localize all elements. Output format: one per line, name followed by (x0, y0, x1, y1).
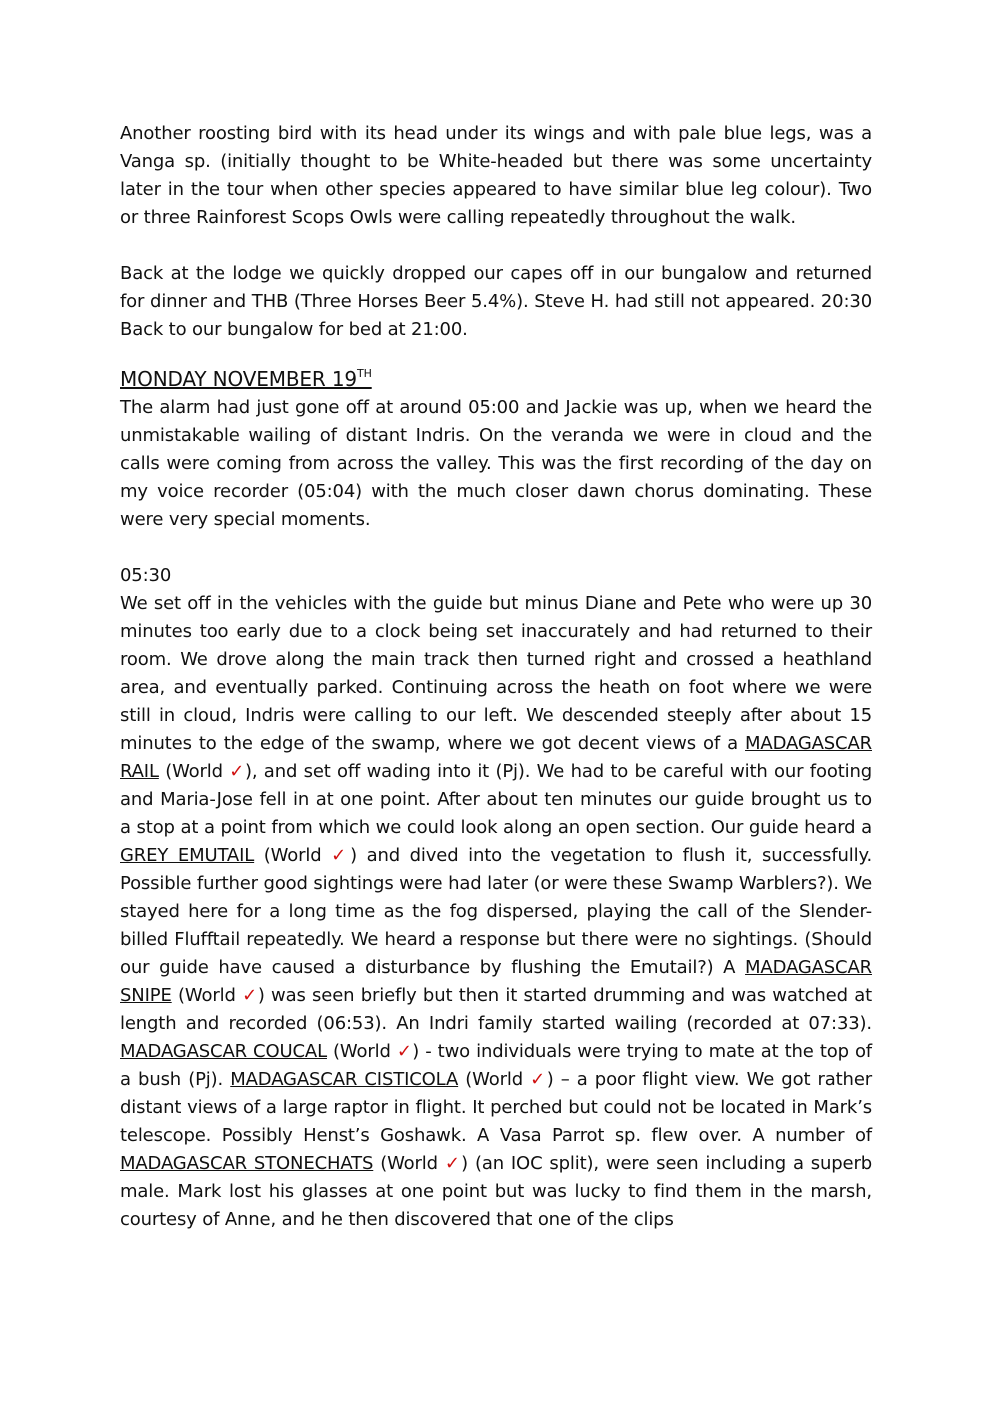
document-page (120, 120, 872, 1234)
paragraph-swamp (120, 590, 872, 1234)
text-run: ) and dived into the vegetation to flush it, successfully. Possible further good sightings were had later (or were these Swamp Warblers?). We stayed here for a long time as the fog dispersed, playing the call of the Slender-billed Flufftail repeatedly. We heard a response but there were no sightings. (Should our guide have caused a disturbance by flushing the Emutail?) A (120, 845, 873, 978)
day-heading-text: MONDAY NOVEMBER 19 (120, 367, 357, 391)
tick-icon: ✓ (331, 845, 351, 866)
day-heading-suffix: TH (357, 367, 372, 380)
paragraph-indris: The alarm had just gone off at around 05:00 and Jackie was up, when we heard the unmistakable wailing of distant Indris. On the veranda we were in cloud and the calls were coming from across the valley. This was the first recording of the day on my voice recorder (05:04) with the much closer dawn chorus dominating. These were very special moments. (120, 397, 872, 530)
paragraph-vanga: Another roosting bird with its head under its wings and with pale blue legs, was a Vanga sp. (initially thought to be White-headed but there was some uncertainty later in the tour when other species appeared to have similar blue leg colour). Two or three Rainforest Scops Owls were calling repeatedly throughout the walk. (120, 123, 872, 228)
tick-icon: ✓ (530, 1069, 547, 1090)
text-run: ) - two individuals were trying to mate at the top of a bush (Pj). (120, 1041, 872, 1090)
tick-icon: ✓ (242, 985, 258, 1006)
text-run: We set off in the vehicles with the guide but minus Diane and Pete who were up 30 minutes too early due to a clock being set inaccurately and had returned to their room. We drove along the main track then turned right and crossed a heathland area, and eventually parked. Continuing across the heath on foot where we were still in cloud, Indris were calling to our left. We descended steeply after about 15 minutes to the edge of the swamp, where we got decent views of a (120, 593, 872, 754)
tick-icon: ✓ (229, 761, 245, 782)
text-run: ) was seen briefly but then it started drumming and was watched at length and recorded (06:53). An Indri family started wailing (recorded at 07:33). (120, 985, 872, 1034)
paragraph-gap (120, 534, 872, 562)
text-run: (World (458, 1069, 531, 1090)
text-run: (World (171, 985, 243, 1006)
time-stamp: 05:30 (120, 565, 172, 586)
text-run: (World (158, 761, 230, 782)
text-run: ), and set off wading into it (Pj). We had to be careful with our footing and Maria-Jose fell in at one point. After about ten minutes our guide brought us to a stop at a point from which we could look along an open section. Our guide heard a (120, 761, 872, 838)
species-madagascar-stonechats: MADAGASCAR STONECHATS (120, 1153, 374, 1174)
species-madagascar-rail: MADAGASCAR RAIL (120, 733, 872, 782)
text-run: (World (254, 845, 332, 866)
text-run: ) (an IOC split), were seen including a superb male. Mark lost his glasses at one point but was lucky to find them in the marsh, courtesy of Anne, and he then discovered that one of the clips (120, 1153, 872, 1230)
tick-icon: ✓ (396, 1041, 413, 1062)
tick-icon: ✓ (444, 1153, 462, 1174)
paragraph-lodge: Back at the lodge we quickly dropped our capes off in our bungalow and returned for dinner and THB (Three Horses Beer 5.4%). Steve H. had still not appeared. 20:30 Back to our bungalow for bed at 21:00. (120, 263, 872, 340)
text-run: ) – a poor flight view. We got rather distant views of a large raptor in flight. It perched but could not be located in Mark’s telescope. Possibly Henst’s Goshawk. A Vasa Parrot sp. flew over. A number of (120, 1069, 872, 1146)
text-run: (World (373, 1153, 445, 1174)
species-madagascar-snipe: MADAGASCAR SNIPE (120, 957, 872, 1006)
text-run: (World (326, 1041, 397, 1062)
species-madagascar-coucal: MADAGASCAR COUCAL (120, 1041, 327, 1062)
species-madagascar-cisticola: MADAGASCAR CISTICOLA (230, 1069, 459, 1090)
paragraph-gap (120, 232, 872, 260)
species-grey-emutail: GREY EMUTAIL (120, 845, 255, 866)
day-heading (120, 364, 872, 394)
